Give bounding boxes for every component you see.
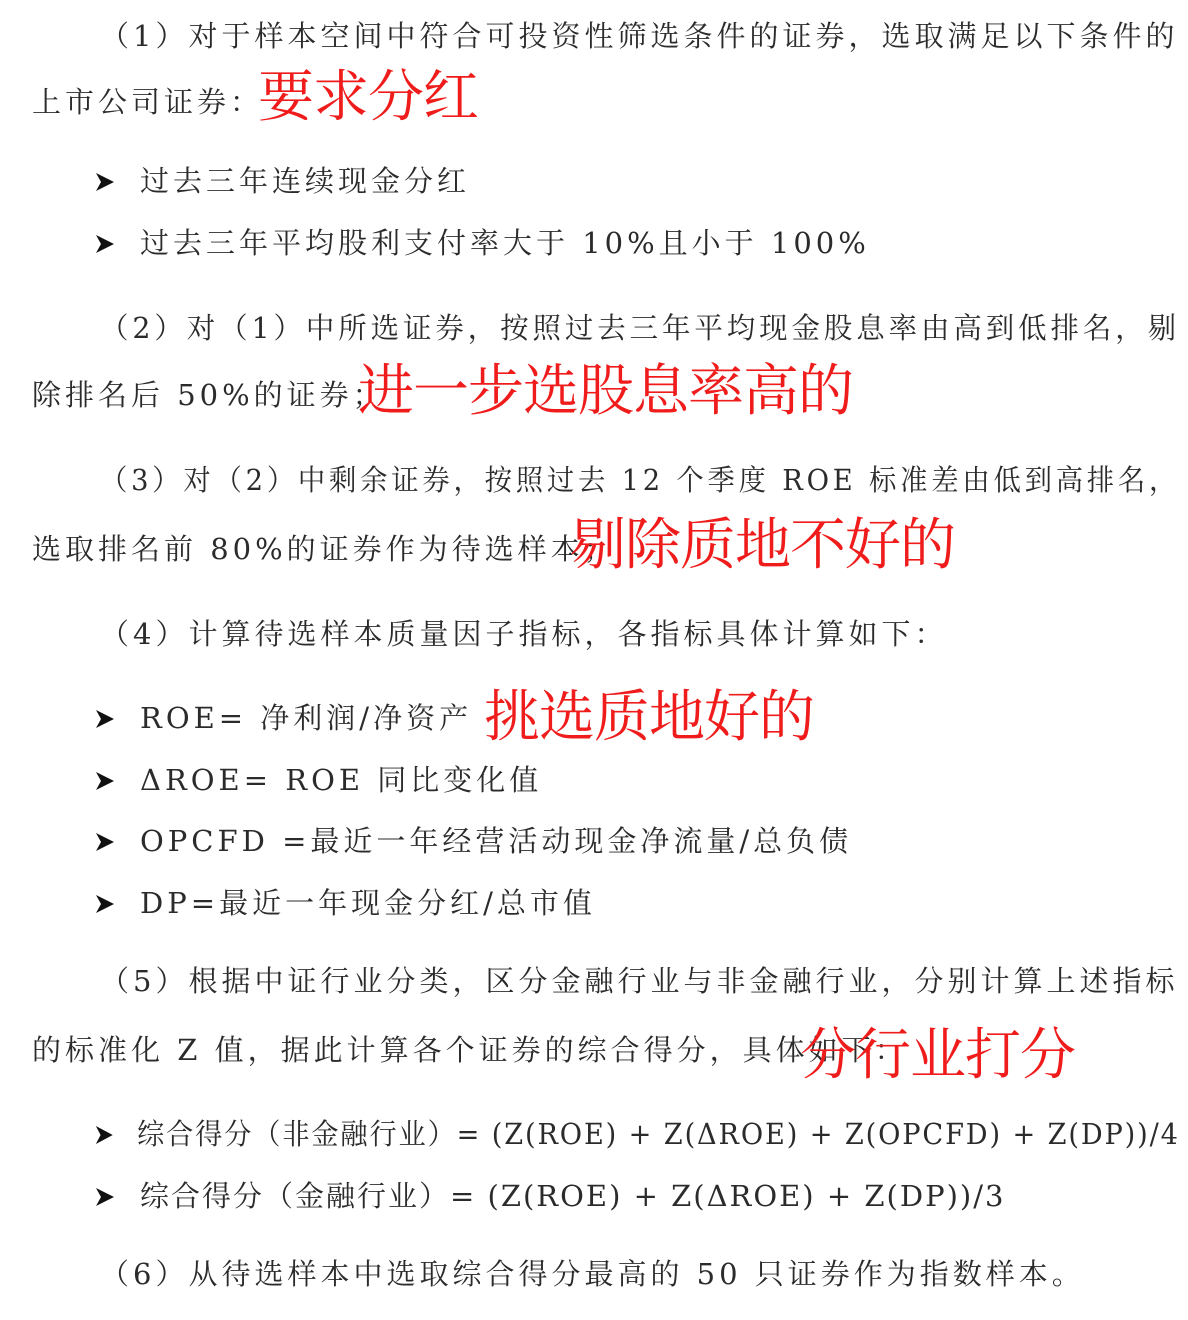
- bullet-text: ΔROE= ROE 同比变化值: [140, 763, 543, 797]
- bullet-text: 过去三年连续现金分红: [140, 164, 471, 198]
- bullet-item: [94, 885, 596, 921]
- annotation-pick-good-quality: 挑选质地好的: [484, 685, 814, 750]
- p1-line2: 上市公司证券：: [32, 85, 264, 119]
- bullet-item: [94, 762, 542, 798]
- arrow-bullet-icon: [94, 171, 116, 193]
- bullet-text: OPCFD =最近一年经营活动现金净流量/总负债: [140, 824, 853, 858]
- bullet-item: [94, 1178, 1005, 1214]
- arrow-bullet-icon: [94, 770, 116, 792]
- p6-line1: （6）从待选样本中选取综合得分最高的 50 只证券作为指数样本。: [100, 1257, 1085, 1291]
- arrow-bullet-icon: [94, 1124, 115, 1146]
- bullet-text: 过去三年平均股利支付率大于 10%且小于 100%: [140, 226, 870, 260]
- p1-line1: （1）对于样本空间中符合可投资性筛选条件的证券，选取满足以下条件的: [100, 19, 1179, 53]
- bullet-item: [94, 225, 870, 261]
- annotation-high-dividend: 进一步选股息率高的: [358, 359, 853, 424]
- bullet-item: [94, 823, 852, 859]
- arrow-bullet-icon: [94, 233, 116, 255]
- bullet-text: 综合得分（非金融行业）= (Z(ROE) + Z(ΔROE) + Z(OPCFD) + Z(DP))/4: [137, 1117, 1180, 1151]
- p5-line1: （5）根据中证行业分类，区分金融行业与非金融行业，分别计算上述指标: [100, 964, 1179, 998]
- p3-line2: 选取排名前 80%的证券作为待选样本；: [32, 532, 617, 566]
- p2-line1: （2）对（1）中所选证券，按照过去三年平均现金股息率由高到低排名，剔: [100, 311, 1180, 345]
- annotation-remove-poor-quality: 剔除质地不好的: [570, 513, 955, 578]
- annotation-score-by-industry: 分行业打分: [800, 1023, 1075, 1088]
- p4-line1: （4）计算待选样本质量因子指标，各指标具体计算如下：: [100, 617, 948, 651]
- bullet-item: [94, 700, 472, 736]
- p3-line1: （3）对（2）中剩余证券，按照过去 12 个季度 ROE 标准差由低到高排名，: [100, 463, 1181, 497]
- bullet-text: 综合得分（金融行业）= (Z(ROE) + Z(ΔROE) + Z(DP))/3: [140, 1179, 1006, 1213]
- bullet-item: [94, 163, 470, 199]
- bullet-text: ROE= 净利润/净资产: [140, 701, 473, 735]
- arrow-bullet-icon: [94, 1186, 116, 1208]
- p2-line2: 除排名后 50%的证券；: [32, 378, 386, 412]
- arrow-bullet-icon: [94, 708, 116, 730]
- bullet-text: DP=最近一年现金分红/总市值: [140, 886, 596, 920]
- p5-line2: 的标准化 Z 值，据此计算各个证券的综合得分，具体如下：: [32, 1033, 908, 1067]
- arrow-bullet-icon: [94, 893, 116, 915]
- annotation-require-dividend: 要求分红: [258, 65, 478, 130]
- arrow-bullet-icon: [94, 831, 116, 853]
- bullet-item: [94, 1116, 1180, 1152]
